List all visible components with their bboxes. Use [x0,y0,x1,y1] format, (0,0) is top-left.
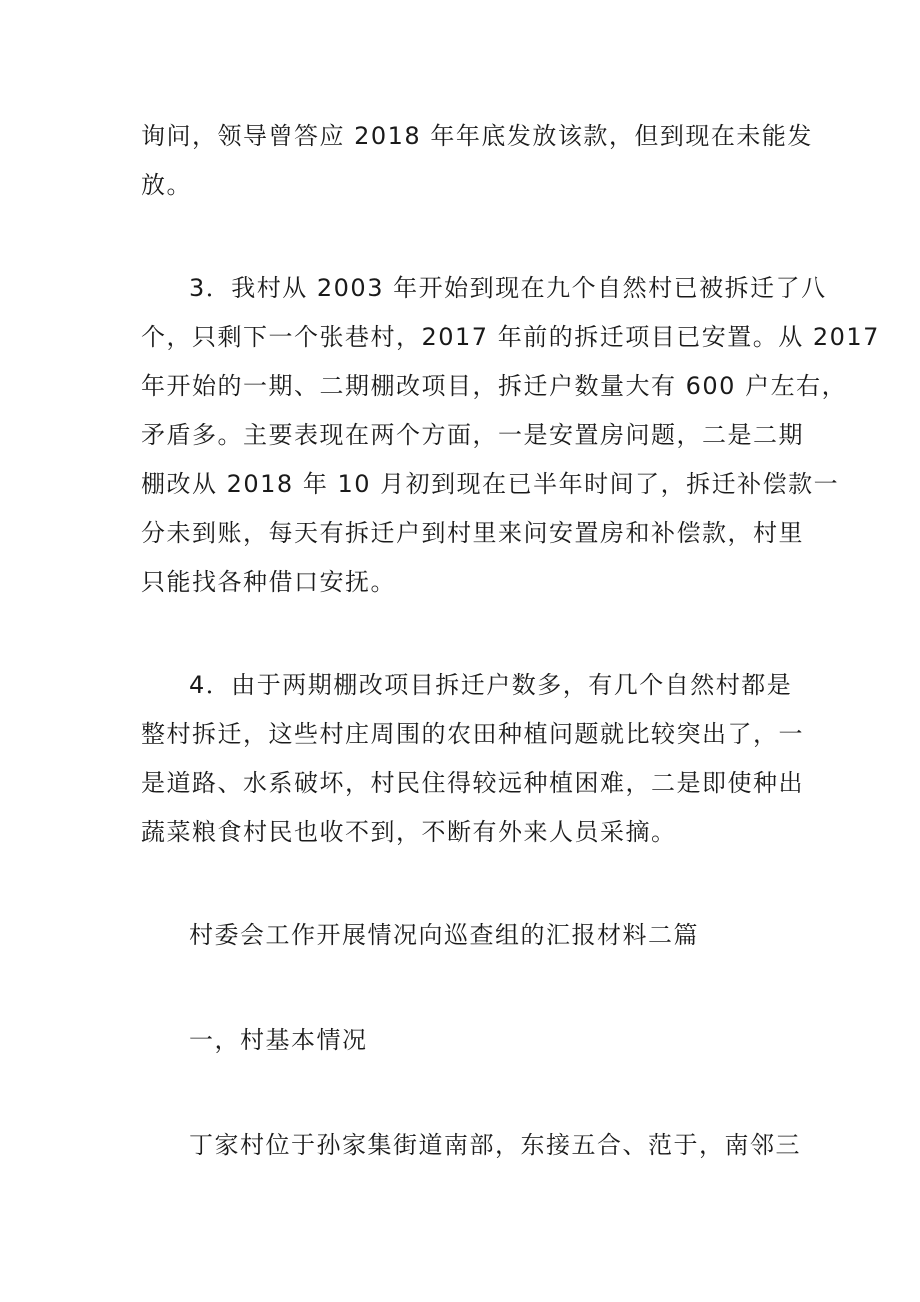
paragraph-3-line-4: 蔬菜粮食村民也收不到，不断有外来人员采摘。 [141,818,677,846]
paragraph-2-line-3: 年开始的一期、二期棚改项目，拆迁户数量大有 600 户左右， [141,372,848,400]
paragraph-3-line-1: 4．由于两期棚改项目拆迁户数多，有几个自然村都是 [189,671,793,699]
paragraph-3-line-2: 整村拆迁，这些村庄周围的农田种植问题就比较突出了，一 [141,720,804,748]
document-title: 村委会工作开展情况向巡查组的汇报材料二篇 [189,921,699,949]
paragraph-2-line-6: 分未到账，每天有拆迁户到村里来问安置房和补偿款，村里 [141,519,804,547]
paragraph-3-line-3: 是道路、水系破坏，村民住得较远种植困难，二是即使种出 [141,769,804,797]
section-heading: 一，村基本情况 [189,1026,368,1054]
paragraph-2-line-1: 3．我村从 2003 年开始到现在九个自然村已被拆迁了八 [189,274,827,302]
paragraph-2-line-5: 棚改从 2018 年 10 月初到现在已半年时间了，拆迁补偿款一 [141,470,840,498]
paragraph-2-line-2: 个，只剩下一个张巷村，2017 年前的拆迁项目已安置。从 2017 [141,323,880,351]
paragraph-2-line-4: 矛盾多。主要表现在两个方面，一是安置房问题，二是二期 [141,421,804,449]
paragraph-4-line-1: 丁家村位于孙家集街道南部，东接五合、范于，南邻三 [189,1131,801,1159]
paragraph-1-line-2: 放。 [141,171,192,199]
paragraph-2-line-7: 只能找各种借口安抚。 [141,568,396,596]
paragraph-1-line-1: 询问，领导曾答应 2018 年年底发放该款，但到现在未能发 [141,122,813,150]
